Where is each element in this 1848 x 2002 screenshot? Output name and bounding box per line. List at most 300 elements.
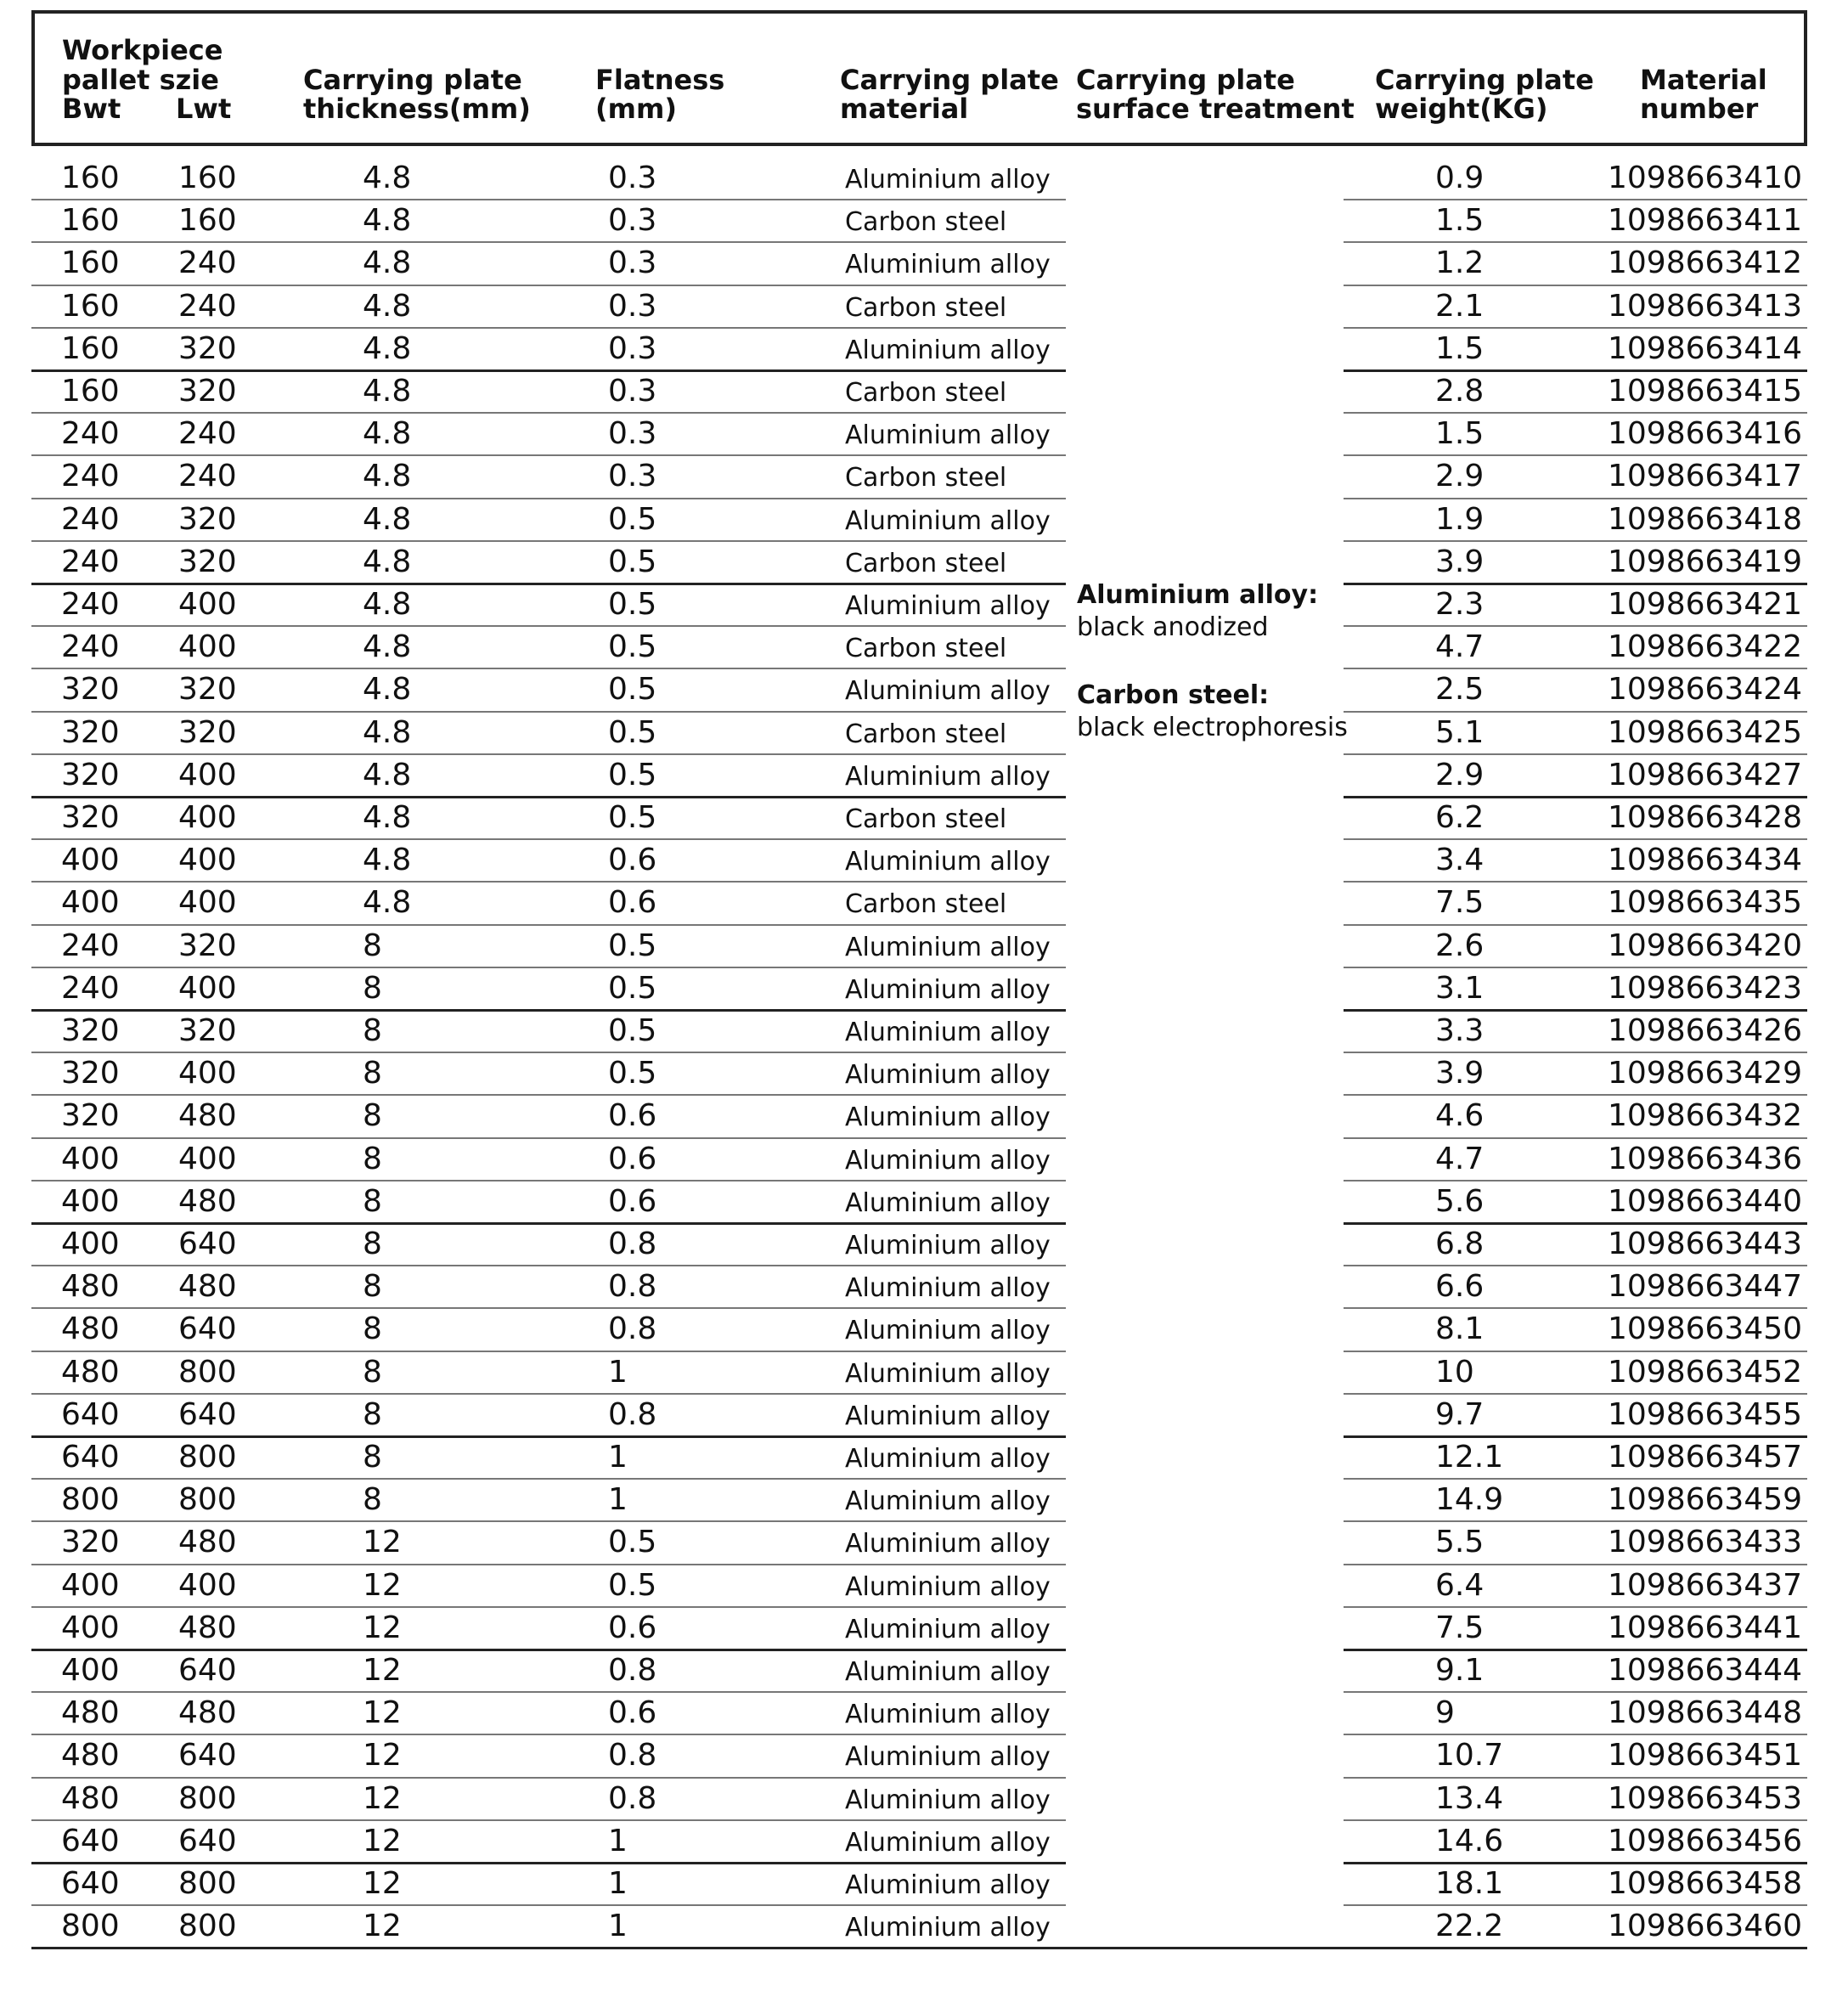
cell-flatness: 0.6 xyxy=(608,1141,657,1176)
cell-number: 1098663456 xyxy=(1608,1823,1803,1858)
cell-lwt: 800 xyxy=(178,1354,237,1390)
cell-bwt: 640 xyxy=(61,1823,120,1858)
cell-thickness: 12 xyxy=(363,1823,402,1858)
table-row xyxy=(0,1565,1848,1607)
cell-weight: 9.1 xyxy=(1435,1653,1485,1688)
cell-bwt: 160 xyxy=(61,330,120,366)
cell-flatness: 0.5 xyxy=(608,800,657,835)
cell-thickness: 4.8 xyxy=(363,800,412,835)
cell-thickness: 4.8 xyxy=(363,288,412,324)
cell-material: Aluminium alloy xyxy=(845,1742,1051,1773)
cell-material: Aluminium alloy xyxy=(845,1187,1051,1218)
cell-bwt: 240 xyxy=(61,928,120,963)
cell-bwt: 640 xyxy=(61,1866,120,1901)
cell-material: Aluminium alloy xyxy=(845,1486,1051,1517)
cell-flatness: 0.3 xyxy=(608,288,657,324)
cell-lwt: 400 xyxy=(178,800,237,835)
cell-material: Aluminium alloy xyxy=(845,165,1051,195)
cell-bwt: 400 xyxy=(61,1183,120,1219)
cell-thickness: 4.8 xyxy=(363,330,412,366)
cell-weight: 3.3 xyxy=(1435,1013,1485,1048)
header-surface-line2: surface treatment xyxy=(1076,93,1355,125)
cell-material: Aluminium alloy xyxy=(845,420,1051,451)
cell-flatness: 0.3 xyxy=(608,416,657,452)
cell-number: 1098663415 xyxy=(1608,374,1803,409)
table-row xyxy=(0,584,1848,626)
cell-number: 1098663435 xyxy=(1608,885,1803,921)
cell-flatness: 0.3 xyxy=(608,374,657,409)
cell-number: 1098663455 xyxy=(1608,1396,1803,1432)
cell-thickness: 4.8 xyxy=(363,374,412,409)
cell-weight: 14.9 xyxy=(1435,1482,1504,1518)
cell-bwt: 800 xyxy=(61,1482,120,1518)
cell-thickness: 4.8 xyxy=(363,245,412,281)
cell-material: Aluminium alloy xyxy=(845,1913,1051,1943)
cell-flatness: 0.5 xyxy=(608,714,657,750)
cell-lwt: 400 xyxy=(178,970,237,1006)
header-flatness-line2: (mm) xyxy=(595,93,677,125)
cell-material: Aluminium alloy xyxy=(845,1060,1051,1091)
cell-lwt: 480 xyxy=(178,1525,237,1560)
cell-lwt: 640 xyxy=(178,1396,237,1432)
cell-flatness: 0.6 xyxy=(608,1183,657,1219)
cell-number: 1098663423 xyxy=(1608,970,1803,1006)
cell-weight: 2.6 xyxy=(1435,928,1485,963)
table-row xyxy=(0,499,1848,541)
cell-weight: 3.4 xyxy=(1435,843,1485,878)
cell-number: 1098663459 xyxy=(1608,1482,1803,1518)
cell-bwt: 160 xyxy=(61,288,120,324)
table-row xyxy=(0,455,1848,498)
cell-number: 1098663426 xyxy=(1608,1013,1803,1048)
cell-material: Aluminium alloy xyxy=(845,505,1051,536)
table-row xyxy=(0,967,1848,1010)
cell-material: Carbon steel xyxy=(845,292,1007,323)
cell-material: Aluminium alloy xyxy=(845,1870,1051,1900)
cell-weight: 5.5 xyxy=(1435,1525,1485,1560)
cell-material: Carbon steel xyxy=(845,463,1007,493)
header-pallet-size-line1: Workpiece xyxy=(62,34,223,66)
cell-thickness: 4.8 xyxy=(363,459,412,494)
cell-lwt: 240 xyxy=(178,288,237,324)
table-row xyxy=(0,1052,1848,1095)
cell-bwt: 480 xyxy=(61,1269,120,1305)
cell-number: 1098663425 xyxy=(1608,714,1803,750)
cell-material: Aluminium alloy xyxy=(845,1358,1051,1389)
cell-material: Aluminium alloy xyxy=(845,1401,1051,1431)
cell-lwt: 160 xyxy=(178,203,237,239)
cell-lwt: 160 xyxy=(178,161,237,195)
cell-lwt: 320 xyxy=(178,544,237,579)
cell-number: 1098663421 xyxy=(1608,587,1803,622)
cell-flatness: 1 xyxy=(608,1482,628,1518)
cell-material: Carbon steel xyxy=(845,719,1007,749)
cell-material: Aluminium alloy xyxy=(845,250,1051,280)
cell-weight: 3.9 xyxy=(1435,544,1485,579)
cell-weight: 4.7 xyxy=(1435,629,1485,665)
cell-thickness: 12 xyxy=(363,1567,402,1603)
cell-bwt: 480 xyxy=(61,1738,120,1774)
cell-flatness: 1 xyxy=(608,1354,628,1390)
cell-lwt: 640 xyxy=(178,1227,237,1261)
cell-bwt: 320 xyxy=(61,672,120,708)
cell-lwt: 800 xyxy=(178,1909,237,1944)
cell-thickness: 4.8 xyxy=(363,672,412,708)
cell-weight: 1.5 xyxy=(1435,416,1485,452)
cell-material: Aluminium alloy xyxy=(845,1785,1051,1815)
cell-bwt: 640 xyxy=(61,1440,120,1475)
cell-number: 1098663429 xyxy=(1608,1056,1803,1091)
cell-bwt: 480 xyxy=(61,1311,120,1347)
cell-weight: 1.5 xyxy=(1435,203,1485,239)
cell-thickness: 4.8 xyxy=(363,587,412,622)
cell-material: Aluminium alloy xyxy=(845,1700,1051,1730)
cell-material: Aluminium alloy xyxy=(845,1571,1051,1602)
cell-weight: 2.9 xyxy=(1435,757,1485,792)
cell-weight: 8.1 xyxy=(1435,1311,1485,1347)
cell-bwt: 320 xyxy=(61,800,120,835)
cell-thickness: 4.8 xyxy=(363,629,412,665)
cell-number: 1098663419 xyxy=(1608,544,1803,579)
cell-bwt: 320 xyxy=(61,1525,120,1560)
cell-material: Aluminium alloy xyxy=(845,974,1051,1005)
cell-weight: 1.9 xyxy=(1435,501,1485,537)
table-row xyxy=(0,882,1848,924)
cell-lwt: 800 xyxy=(178,1440,237,1475)
cell-weight: 6.2 xyxy=(1435,800,1485,835)
cell-bwt: 320 xyxy=(61,714,120,750)
cell-lwt: 400 xyxy=(178,1056,237,1091)
table-row xyxy=(0,328,1848,370)
table-row xyxy=(0,370,1848,413)
cell-thickness: 8 xyxy=(363,1269,382,1305)
table-row xyxy=(0,1351,1848,1394)
cell-weight: 12.1 xyxy=(1435,1440,1504,1475)
cell-material: Aluminium alloy xyxy=(845,1103,1051,1133)
cell-lwt: 480 xyxy=(178,1098,237,1134)
cell-material: Aluminium alloy xyxy=(845,591,1051,621)
table-row xyxy=(0,1820,1848,1863)
cell-weight: 14.6 xyxy=(1435,1823,1504,1858)
table-row xyxy=(0,1436,1848,1479)
cell-flatness: 1 xyxy=(608,1823,628,1858)
table-row xyxy=(0,1266,1848,1308)
cell-thickness: 12 xyxy=(363,1695,402,1731)
cell-weight: 3.9 xyxy=(1435,1056,1485,1091)
cell-material: Aluminium alloy xyxy=(845,1316,1051,1346)
cell-thickness: 8 xyxy=(363,1056,382,1091)
cell-lwt: 480 xyxy=(178,1610,237,1645)
cell-bwt: 320 xyxy=(61,1013,120,1048)
cell-thickness: 8 xyxy=(363,1440,382,1475)
cell-flatness: 0.3 xyxy=(608,245,657,281)
cell-weight: 3.1 xyxy=(1435,970,1485,1006)
cell-weight: 7.5 xyxy=(1435,885,1485,921)
cell-thickness: 4.8 xyxy=(363,714,412,750)
cell-weight: 9 xyxy=(1435,1695,1455,1731)
cell-flatness: 0.6 xyxy=(608,885,657,921)
table-row xyxy=(0,1479,1848,1521)
table-row xyxy=(0,839,1848,882)
cell-bwt: 400 xyxy=(61,1653,120,1688)
cell-weight: 6.8 xyxy=(1435,1227,1485,1261)
cell-bwt: 160 xyxy=(61,374,120,409)
cell-flatness: 0.3 xyxy=(608,203,657,239)
cell-flatness: 0.5 xyxy=(608,587,657,622)
cell-lwt: 320 xyxy=(178,714,237,750)
cell-number: 1098663457 xyxy=(1608,1440,1803,1475)
cell-thickness: 4.8 xyxy=(363,203,412,239)
cell-thickness: 12 xyxy=(363,1866,402,1901)
cell-flatness: 0.6 xyxy=(608,1098,657,1134)
cell-material: Carbon steel xyxy=(845,634,1007,664)
cell-thickness: 4.8 xyxy=(363,843,412,878)
cell-lwt: 400 xyxy=(178,587,237,622)
cell-number: 1098663428 xyxy=(1608,800,1803,835)
header-surface-line1: Carrying plate xyxy=(1076,64,1295,96)
cell-flatness: 0.8 xyxy=(608,1396,657,1432)
cell-bwt: 640 xyxy=(61,1396,120,1432)
cell-thickness: 4.8 xyxy=(363,501,412,537)
table-row xyxy=(0,1181,1848,1223)
cell-bwt: 400 xyxy=(61,843,120,878)
cell-flatness: 0.8 xyxy=(608,1653,657,1688)
cell-thickness: 12 xyxy=(363,1525,402,1560)
cell-number: 1098663453 xyxy=(1608,1780,1803,1816)
cell-thickness: 8 xyxy=(363,1311,382,1347)
cell-thickness: 8 xyxy=(363,928,382,963)
cell-bwt: 160 xyxy=(61,161,120,195)
table-row xyxy=(0,1607,1848,1650)
cell-number: 1098663432 xyxy=(1608,1098,1803,1134)
cell-weight: 4.7 xyxy=(1435,1141,1485,1176)
cell-flatness: 0.8 xyxy=(608,1780,657,1816)
cell-flatness: 0.5 xyxy=(608,970,657,1006)
cell-thickness: 4.8 xyxy=(363,757,412,792)
cell-thickness: 12 xyxy=(363,1909,402,1944)
table-row xyxy=(0,285,1848,328)
cell-bwt: 320 xyxy=(61,757,120,792)
cell-lwt: 240 xyxy=(178,416,237,452)
cell-weight: 7.5 xyxy=(1435,1610,1485,1645)
cell-number: 1098663416 xyxy=(1608,416,1803,452)
table-row xyxy=(0,754,1848,797)
table-row xyxy=(0,1905,1848,1948)
cell-thickness: 4.8 xyxy=(363,544,412,579)
cell-material: Aluminium alloy xyxy=(845,1018,1051,1047)
table-row xyxy=(0,626,1848,668)
header-thickness-line2: thickness(mm) xyxy=(303,93,531,125)
cell-bwt: 240 xyxy=(61,501,120,537)
cell-thickness: 8 xyxy=(363,1013,382,1048)
header-pallet-size-line2: pallet szie xyxy=(62,64,219,96)
table-row xyxy=(0,1095,1848,1137)
cell-lwt: 640 xyxy=(178,1653,237,1688)
cell-number: 1098663418 xyxy=(1608,501,1803,537)
table-row xyxy=(0,668,1848,711)
cell-number: 1098663452 xyxy=(1608,1354,1803,1390)
cell-bwt: 160 xyxy=(61,245,120,281)
cell-thickness: 12 xyxy=(363,1610,402,1645)
cell-flatness: 0.5 xyxy=(608,672,657,708)
cell-lwt: 480 xyxy=(178,1269,237,1305)
cell-thickness: 4.8 xyxy=(363,161,412,195)
table-row xyxy=(0,200,1848,242)
cell-material: Aluminium alloy xyxy=(845,1529,1051,1559)
cell-flatness: 0.5 xyxy=(608,928,657,963)
cell-bwt: 240 xyxy=(61,629,120,665)
cell-material: Aluminium alloy xyxy=(845,847,1051,877)
cell-lwt: 800 xyxy=(178,1482,237,1518)
cell-lwt: 640 xyxy=(178,1311,237,1347)
cell-thickness: 12 xyxy=(363,1738,402,1774)
cell-lwt: 640 xyxy=(178,1738,237,1774)
cell-weight: 1.2 xyxy=(1435,245,1485,281)
cell-number: 1098663441 xyxy=(1608,1610,1803,1645)
cell-number: 1098663447 xyxy=(1608,1269,1803,1305)
cell-weight: 6.6 xyxy=(1435,1269,1485,1305)
cell-weight: 2.5 xyxy=(1435,672,1485,708)
cell-bwt: 240 xyxy=(61,544,120,579)
table-row xyxy=(0,1138,1848,1181)
table-row xyxy=(0,1734,1848,1777)
table-bottom-rule xyxy=(31,1947,1807,1949)
cell-material: Carbon steel xyxy=(845,548,1007,578)
cell-bwt: 160 xyxy=(61,203,120,239)
cell-thickness: 8 xyxy=(363,1482,382,1518)
cell-flatness: 0.6 xyxy=(608,1610,657,1645)
cell-number: 1098663460 xyxy=(1608,1909,1803,1944)
header-weight-line2: weight(KG) xyxy=(1375,93,1548,125)
cell-material: Aluminium alloy xyxy=(845,1827,1051,1858)
cell-flatness: 0.3 xyxy=(608,161,657,195)
cell-weight: 0.9 xyxy=(1435,161,1485,195)
cell-material: Aluminium alloy xyxy=(845,1657,1051,1687)
header-bwt: Bwt xyxy=(62,93,121,125)
table-row xyxy=(0,1692,1848,1734)
cell-number: 1098663417 xyxy=(1608,459,1803,494)
cell-bwt: 800 xyxy=(61,1909,120,1944)
cell-lwt: 400 xyxy=(178,629,237,665)
table-row xyxy=(0,1223,1848,1266)
cell-thickness: 8 xyxy=(363,1141,382,1176)
cell-weight: 4.6 xyxy=(1435,1098,1485,1134)
cell-weight: 2.8 xyxy=(1435,374,1485,409)
cell-weight: 10 xyxy=(1435,1354,1474,1390)
cell-flatness: 0.3 xyxy=(608,330,657,366)
cell-bwt: 400 xyxy=(61,1610,120,1645)
cell-bwt: 400 xyxy=(61,1567,120,1603)
table-row xyxy=(0,413,1848,455)
cell-flatness: 0.8 xyxy=(608,1738,657,1774)
cell-flatness: 0.8 xyxy=(608,1269,657,1305)
cell-weight: 2.3 xyxy=(1435,587,1485,622)
cell-material: Aluminium alloy xyxy=(845,1231,1051,1260)
cell-weight: 1.5 xyxy=(1435,330,1485,366)
cell-weight: 9.7 xyxy=(1435,1396,1485,1432)
cell-bwt: 400 xyxy=(61,1141,120,1176)
cell-weight: 10.7 xyxy=(1435,1738,1504,1774)
header-flatness-line1: Flatness xyxy=(595,64,725,96)
cell-lwt: 480 xyxy=(178,1183,237,1219)
cell-lwt: 400 xyxy=(178,843,237,878)
cell-thickness: 8 xyxy=(363,1098,382,1134)
cell-flatness: 0.5 xyxy=(608,544,657,579)
cell-number: 1098663420 xyxy=(1608,928,1803,963)
cell-flatness: 0.5 xyxy=(608,501,657,537)
cell-number: 1098663412 xyxy=(1608,245,1803,281)
header-number-line2: number xyxy=(1640,93,1759,125)
surface-carbon-label: Carbon steel: xyxy=(1077,680,1270,710)
cell-flatness: 1 xyxy=(608,1440,628,1475)
cell-thickness: 12 xyxy=(363,1653,402,1688)
cell-material: Aluminium alloy xyxy=(845,761,1051,792)
table-header xyxy=(31,10,1807,146)
cell-weight: 22.2 xyxy=(1435,1909,1504,1944)
cell-bwt: 320 xyxy=(61,1098,120,1134)
cell-number: 1098663458 xyxy=(1608,1866,1803,1901)
cell-weight: 6.4 xyxy=(1435,1567,1485,1603)
cell-number: 1098663422 xyxy=(1608,629,1803,665)
cell-number: 1098663413 xyxy=(1608,288,1803,324)
cell-material: Aluminium alloy xyxy=(845,1273,1051,1304)
cell-lwt: 480 xyxy=(178,1695,237,1731)
cell-lwt: 640 xyxy=(178,1823,237,1858)
cell-weight: 18.1 xyxy=(1435,1866,1504,1901)
cell-material: Aluminium alloy xyxy=(845,1145,1051,1176)
cell-number: 1098663440 xyxy=(1608,1183,1803,1219)
cell-lwt: 320 xyxy=(178,672,237,708)
cell-number: 1098663448 xyxy=(1608,1695,1803,1731)
cell-bwt: 240 xyxy=(61,459,120,494)
cell-flatness: 0.6 xyxy=(608,843,657,878)
cell-weight: 5.1 xyxy=(1435,714,1485,750)
cell-lwt: 320 xyxy=(178,501,237,537)
table-row xyxy=(0,1308,1848,1351)
cell-bwt: 480 xyxy=(61,1780,120,1816)
cell-lwt: 400 xyxy=(178,885,237,921)
cell-flatness: 0.5 xyxy=(608,757,657,792)
cell-thickness: 8 xyxy=(363,1354,382,1390)
cell-flatness: 0.5 xyxy=(608,1056,657,1091)
surface-treatment-note xyxy=(1077,579,1349,744)
cell-weight: 13.4 xyxy=(1435,1780,1504,1816)
table-row xyxy=(0,1010,1848,1052)
cell-thickness: 8 xyxy=(363,970,382,1006)
cell-lwt: 240 xyxy=(178,459,237,494)
cell-material: Aluminium alloy xyxy=(845,676,1051,707)
cell-bwt: 320 xyxy=(61,1056,120,1091)
cell-flatness: 0.5 xyxy=(608,1013,657,1048)
cell-flatness: 0.5 xyxy=(608,1567,657,1603)
table-row xyxy=(0,242,1848,285)
table-row xyxy=(0,1650,1848,1692)
cell-thickness: 8 xyxy=(363,1396,382,1432)
cell-thickness: 4.8 xyxy=(363,885,412,921)
surface-aluminium-label: Aluminium alloy: xyxy=(1077,580,1319,610)
cell-material: Carbon steel xyxy=(845,804,1007,834)
header-material-line1: Carrying plate xyxy=(840,64,1059,96)
cell-bwt: 480 xyxy=(61,1695,120,1731)
cell-lwt: 320 xyxy=(178,374,237,409)
cell-material: Carbon steel xyxy=(845,889,1007,920)
cell-number: 1098663424 xyxy=(1608,672,1803,708)
cell-bwt: 240 xyxy=(61,416,120,452)
surface-carbon-value: black electrophoresis xyxy=(1077,713,1348,742)
cell-weight: 5.6 xyxy=(1435,1183,1485,1219)
cell-material: Aluminium alloy xyxy=(845,1444,1051,1474)
cell-lwt: 400 xyxy=(178,757,237,792)
